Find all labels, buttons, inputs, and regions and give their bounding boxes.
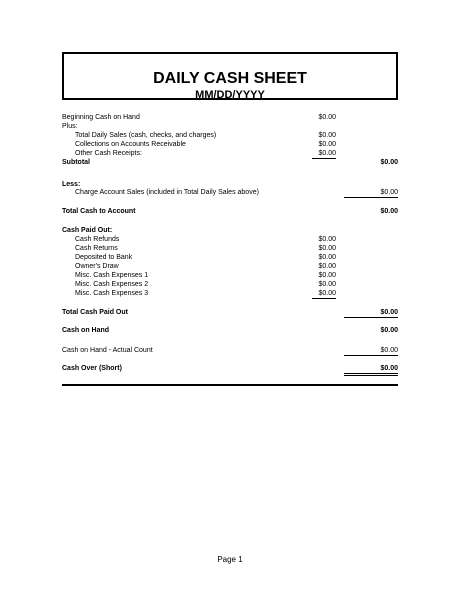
date-placeholder: MM/DD/YYYY: [195, 89, 265, 101]
collections-row: [62, 140, 398, 149]
over-short-row: [62, 364, 398, 373]
total-daily-sales-row: [62, 131, 398, 140]
row-label: Cash Refunds: [75, 236, 120, 243]
row-label: Charge Account Sales (included in Total Daily Sales above): [75, 189, 259, 196]
cash-paid-out-row: [62, 226, 398, 235]
row-label: Beginning Cash on Hand: [62, 114, 140, 121]
row-value: $0.00: [312, 289, 336, 299]
subtotal-row: [62, 158, 398, 167]
row-label: Collections on Accounts Receivable: [75, 141, 186, 148]
row-value: $0.00: [318, 245, 336, 252]
row-value: $0.00: [318, 132, 336, 139]
row-value: $0.00: [318, 272, 336, 279]
row-label: Cash Paid Out:: [62, 227, 113, 234]
deposited-row: [62, 253, 398, 262]
row-total: $0.00: [344, 188, 398, 198]
row-label: Total Cash to Account: [62, 208, 136, 215]
row-label: Cash Returns: [75, 245, 118, 252]
row-label: Misc. Cash Expenses 1: [75, 272, 149, 279]
other-receipts-row: [62, 149, 398, 158]
row-label: Cash on Hand - Actual Count: [62, 347, 153, 354]
page-title: DAILY CASH SHEET: [153, 70, 307, 87]
total-paid-out-row: [62, 308, 398, 317]
row-label: Other Cash Receipts:: [75, 150, 142, 157]
row-label: Owner's Draw: [75, 263, 119, 270]
row-total: $0.00: [380, 327, 398, 334]
row-label: Plus:: [62, 123, 78, 130]
row-label: Cash on Hand: [62, 327, 110, 334]
row-total: $0.00: [344, 346, 398, 356]
plus-row: [62, 122, 398, 131]
row-label: Misc. Cash Expenses 3: [75, 290, 149, 297]
row-total: $0.00: [344, 308, 398, 318]
misc2-row: [62, 280, 398, 289]
header-box: [62, 52, 398, 100]
row-total: $0.00: [344, 364, 398, 376]
row-value: $0.00: [318, 114, 336, 121]
row-label: Less:: [62, 181, 81, 188]
row-total: $0.00: [380, 159, 398, 166]
actual-count-row: [62, 346, 398, 355]
cash-returns-row: [62, 244, 398, 253]
row-value: $0.00: [318, 236, 336, 243]
owners-draw-row: [62, 262, 398, 271]
misc1-row: [62, 271, 398, 280]
total-cash-account-row: [62, 207, 398, 216]
row-label: Total Cash Paid Out: [62, 309, 128, 316]
cash-on-hand-row: [62, 326, 398, 335]
beginning-cash-row: [62, 113, 398, 122]
row-value: $0.00: [318, 263, 336, 270]
bottom-divider: [62, 384, 398, 386]
row-label: Misc. Cash Expenses 2: [75, 281, 149, 288]
charge-sales-row: [62, 188, 398, 197]
row-label: Subtotal: [62, 159, 90, 166]
row-label: Total Daily Sales (cash, checks, and charges): [75, 132, 217, 139]
row-value: $0.00: [318, 281, 336, 288]
row-value: $0.00: [318, 254, 336, 261]
cash-refunds-row: [62, 235, 398, 244]
row-total: $0.00: [380, 208, 398, 215]
row-label: Deposited to Bank: [75, 254, 133, 261]
page-number: Page 1: [217, 555, 243, 564]
row-label: Cash Over (Short): [62, 365, 122, 372]
row-value: $0.00: [318, 141, 336, 148]
misc3-row: [62, 289, 398, 298]
row-value: $0.00: [312, 149, 336, 159]
